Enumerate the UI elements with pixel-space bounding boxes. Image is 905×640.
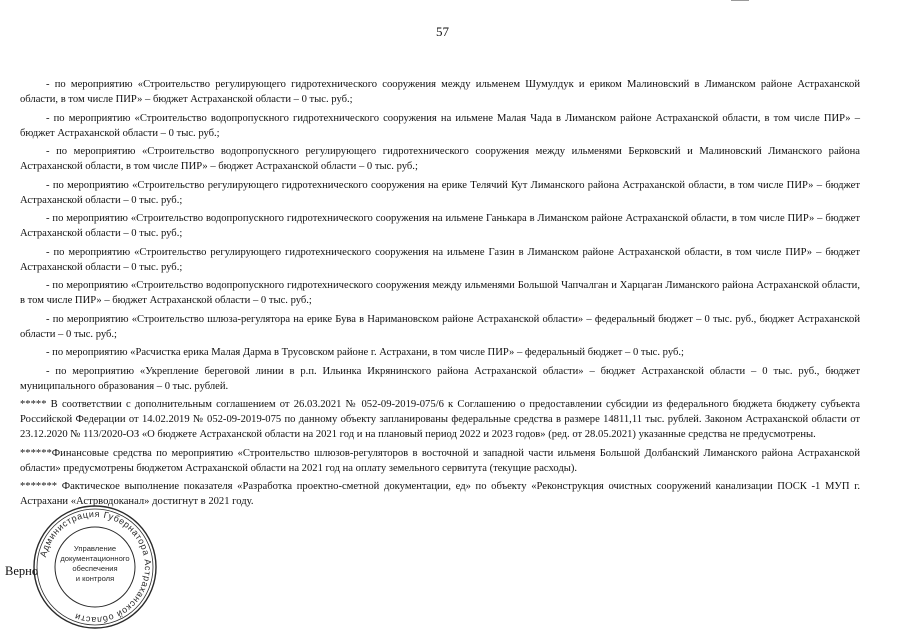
paragraph: - по мероприятию «Строительство регулирующего гидротехнического сооружения на ерике Телячий Кут Лиманского района Астраханской области, в том числе ПИР» – бюджет Астраханской области – 0 тыс. руб.; — [20, 179, 860, 206]
footnote: ******* Фактическое выполнение показателя «Разработка проектно-сметной документации, ед» по объекту «Реконструкция очистных сооружений канализации ПОСК -1 МУП г. Астрахани «Астрводоканал» достигнут в 2021 году. — [20, 481, 860, 507]
paragraph: - по мероприятию «Строительство шлюза-регулятора на ерике Бува в Наримановском районе Астраханской области» – федеральный бюджет – 0 тыс. руб., бюджет Астраханской области – 0 тыс. руб.; — [20, 313, 860, 340]
stamp-ring-text: Администрация Губернатора Астраханской области — [38, 508, 154, 626]
paragraph: - по мероприятию «Строительство регулирующего гидротехнического сооружения на ильмене Газин в Лиманском районе Астраханской области, в том числе ПИР» – бюджет Астраханской области – 0 тыс. руб.; — [20, 246, 860, 273]
stamp-line: Управление — [73, 544, 117, 553]
page-number: 57 — [436, 24, 449, 39]
footnote: ***** В соответствии с дополнительным соглашением от 26.03.2021 № 052-09-2019-075/6 к Соглашению о предоставлении субсидии из федерального бюджета бюджету субъекта Российской Федерации от 14.02.2019 № 052-09-2019-075 по данному объекту запланированы федеральные средства в размере 14811,11 тыс. рублей. Законом Астраханской области от 23.12.2020 № 113/2020-ОЗ «О бюджете Астраханской области на 2021 год и на плановый период 2022 и 2023 годов» (ред. от 28.05.2021) указанные средства не предусмотрены. — [20, 399, 860, 440]
paragraph: - по мероприятию «Строительство водопропускного гидротехнического сооружения между ильменями Большой Чапчалган и Харцаган Лиманского района Астраханской области, в том числе ПИР» – бюджет Астраханской области – 0 тыс. руб.; — [20, 280, 860, 306]
verno-label: Верно — [5, 564, 39, 578]
office-stamp — [30, 502, 160, 632]
paragraph: - по мероприятию «Строительство водопропускного гидротехнического сооружения на ильмене Ганькара в Лиманском районе Астраханской области, в том числе ПИР» – бюджет Астраханской области – 0 тыс. руб.; — [20, 213, 860, 239]
paragraph: - по мероприятию «Строительство водопропускного регулирующего гидротехнического сооружения между ильменями Берковский и Малиновский Лиманского района Астраханской области, в том числе ПИР» – бюджет Астраханской области – 0 тыс. руб.; — [20, 146, 860, 172]
stamp-line: и контроля — [75, 574, 115, 583]
document-body — [20, 77, 860, 513]
paragraph: - по мероприятию «Строительство водопропускного гидротехнического сооружения на ильмене Малая Чада в Лиманском районе Астраханской области, в том числе ПИР» – бюджет Астраханской области – 0 тыс. руб.; — [20, 112, 860, 139]
paragraph: - по мероприятию «Укрепление береговой линии в р.п. Ильинка Икрянинского района Астраханской области» – бюджет Астраханской области – 0 тыс. руб., бюджет муниципального образования – 0 тыс. рублей. — [20, 365, 860, 392]
paragraph: - по мероприятию «Строительство регулирующего гидротехнического сооружения между ильменем Шумулдук и ериком Малиновский в Лиманском районе Астраханской области, в том числе ПИР» – бюджет Астраханской области – 0 тыс. руб.; — [20, 79, 860, 105]
footnote: ******Финансовые средства по мероприятию «Строительство шлюзов-регуляторов в восточной и западной части ильменя Большой Долбанский Лиманского района Астраханской области» предусмотрены бюджетом Астраханской области на 2021 год на оплату земельного сервитута (текущие расходы). — [20, 447, 860, 474]
stamp-line: документационного — [60, 554, 130, 563]
stamp-line: обеспечения — [72, 564, 118, 573]
paragraph: - по мероприятию «Расчистка ерика Малая Дарма в Трусовском районе г. Астрахани, в том числе ПИР» – федеральный бюджет – 0 тыс. руб.; — [46, 347, 684, 358]
corner-mark — [731, 0, 749, 1]
